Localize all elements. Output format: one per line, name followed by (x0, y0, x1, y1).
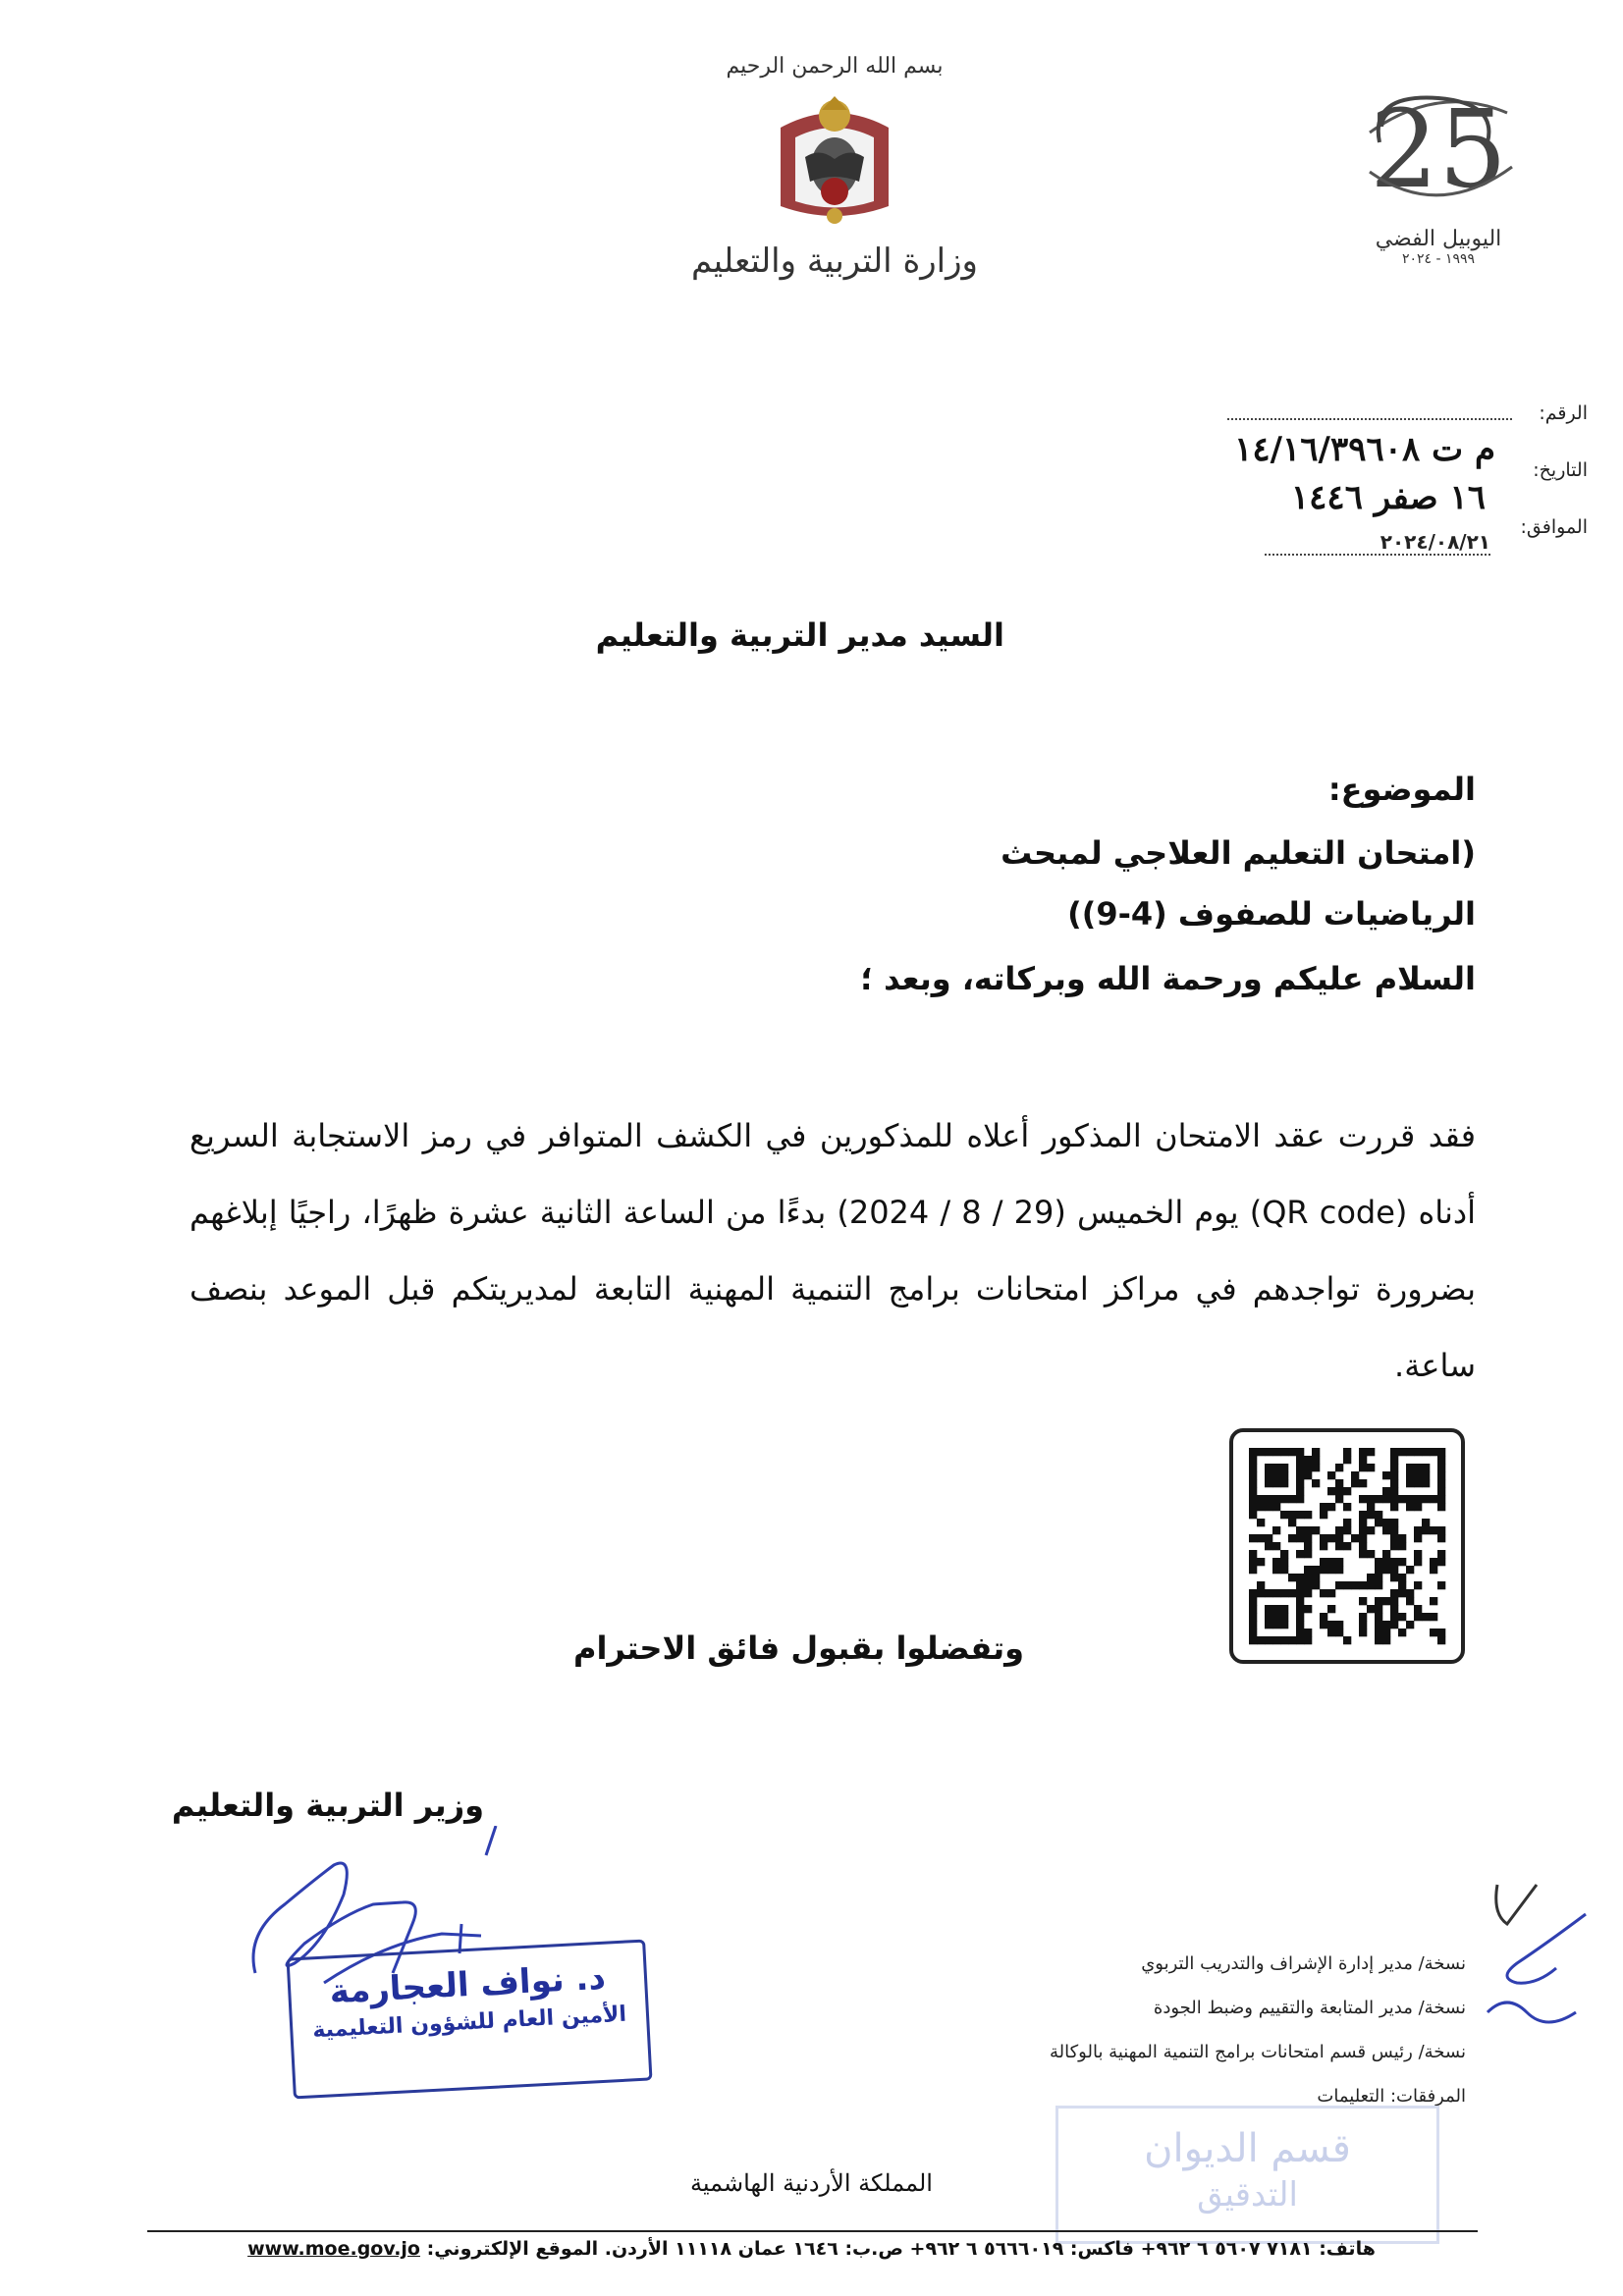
reference-greg-label: الموافق: (1520, 516, 1588, 538)
jubilee-emblem-icon (1350, 74, 1527, 221)
ministry-crest-block (687, 54, 982, 348)
qr-code-icon (1233, 1432, 1461, 1660)
stamp-name: د. نواف العجارمة (328, 1957, 607, 2012)
official-stamp (286, 1940, 652, 2100)
stamp-title: الأمين العام للشؤون التعليمية (311, 2002, 627, 2044)
footer-contact (0, 2238, 1623, 2260)
footer-divider (147, 2230, 1478, 2232)
subject-line-2: الرياضيات للصفوف (4-9)) (1067, 895, 1476, 933)
subject-label: الموضوع: (1327, 771, 1476, 808)
jubilee-name: اليوبيل الفضي (1375, 227, 1502, 251)
footer-contact-text: هاتف: ٧١٨١ ٥٦٠٧ ٦ ٩٦٢+ فاكس: ٥٦٦٦٠١٩ ٦ ٩٦٢+ ص.ب: ١٦٤٦ عمان ١١١١٨ الأردن. الموقع الإلكتروني: (426, 2238, 1376, 2260)
reference-date-value: ١٦ صفر ١٤٤٦ (1290, 478, 1486, 517)
greeting: السلام عليكم ورحمة الله وبركاته، وبعد ؛ (860, 960, 1476, 997)
copy-line-2: نسخة/ مدير المتابعة والتقييم وضبط الجودة (1153, 1998, 1466, 2018)
footer-kingdom: المملكة الأردنية الهاشمية (690, 2169, 933, 2197)
copy-line-3: نسخة/ رئيس قسم امتحانات برامج التنمية المهنية بالوكالة (1049, 2042, 1466, 2062)
received-stamp-line-2: التدقيق (1197, 2175, 1298, 2215)
copy-line-1: نسخة/ مدير إدارة الإشراف والتدريب التربوي (1141, 1953, 1466, 1974)
reference-dots (1227, 418, 1512, 420)
footer-website-link[interactable]: www.moe.gov.jo (247, 2238, 420, 2260)
basmala-text: بسم الله الرحمن الرحيم (726, 54, 944, 79)
jubilee-years: ١٩٩٩ - ٢٠٢٤ (1401, 251, 1476, 267)
ministry-name: وزارة التربية والتعليم (691, 241, 978, 281)
subject-line-1: (امتحان التعليم العلاجي لمبحث (1001, 834, 1476, 872)
reference-date-label: التاريخ: (1533, 459, 1588, 481)
signatory-title: وزير التربية والتعليم (171, 1787, 484, 1824)
royal-crest-icon (761, 88, 908, 236)
reference-number-value: م ت ١٤/١٦/٣٩٦٠٨ (1234, 430, 1495, 469)
reference-greg-value: ٢٠٢٤/٠٨/٢١ (1265, 530, 1490, 556)
attachments-line: المرفقات: التعليمات (1317, 2086, 1466, 2107)
qr-code[interactable] (1229, 1428, 1465, 1664)
received-stamp-line-1: قسم الديوان (1144, 2126, 1351, 2171)
reference-number-label: الرقم: (1539, 402, 1588, 424)
svg-text:25: 25 (1370, 86, 1507, 212)
body-paragraph: فقد قررت عقد الامتحان المذكور أعلاه للمذكورين في الكشف المتوافر في رمز الاستجابة السريع أدناه (QR code) يوم الخميس (29 / 8 / 2024) بدءًا من الساعة الثانية عشرة ظهرًا، راجيًا إبلاغهم بضرورة تواجدهم في مراكز امتحانات برامج التنمية المهنية التابعة لمديريتكم قبل الموعد بنصف ساعة. (189, 1117, 1477, 1384)
recipient-heading: السيد مدير التربية والتعليم (595, 616, 1004, 654)
silver-jubilee-logo (1340, 74, 1537, 290)
closing-text: وتفضلوا بقبول فائق الاحترام (573, 1629, 1024, 1667)
initials-signature-icon (1478, 1875, 1605, 2061)
